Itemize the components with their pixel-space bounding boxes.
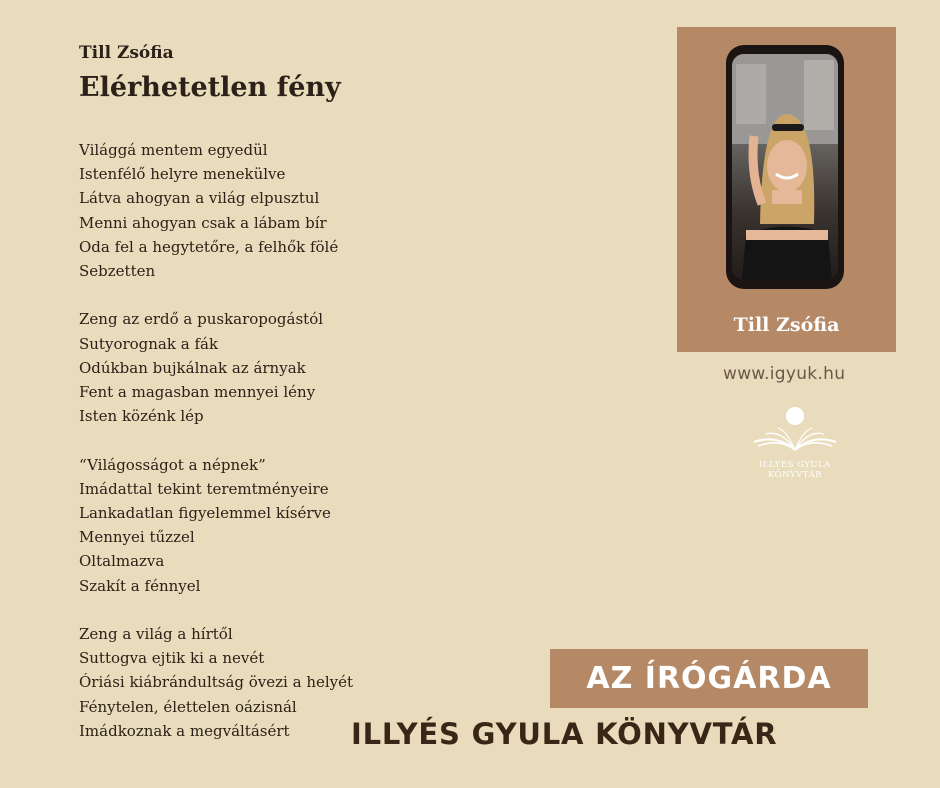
poem-line: “Világosságot a népnek” [79,455,266,474]
card-author-name: Till Zsófia [733,314,840,336]
logo-text-line2: KÖNYVTÁR [767,470,823,480]
library-name: ILLYÉS GYULA KÖNYVTÁR [351,717,778,751]
poem-line: Oda fel a hegytetőre, a felhők fölé [79,237,339,256]
portrait-illustration [732,54,838,280]
poem-line: Sutyorognak a fák [79,334,219,353]
poem-line: Odúkban bujkálnak az árnyak [79,358,306,377]
stanza-1 [79,138,353,283]
book-sun-icon [752,406,838,456]
stanza-3 [79,453,353,598]
poem-line: Imádkoznak a megváltásért [79,721,290,740]
author-card [677,27,896,352]
banner-label: AZ ÍRÓGÁRDA [586,661,832,696]
poem-line: Oltalmazva [79,552,165,571]
poem-author: Till Zsófia [79,43,174,63]
phone-notch [764,48,806,54]
poem-line: Óriási kiábrándultság övezi a helyét [79,673,354,692]
poem-line: Fénytelen, élettelen oázisnál [79,697,297,716]
library-logo [752,406,838,480]
poem-body [79,138,353,767]
poem-line: Istenfélő helyre menekülve [79,165,286,184]
poem-line: Szakít a fénnyel [79,576,201,595]
poem-line: Zeng az erdő a puskaropogástól [79,310,324,329]
stanza-2 [79,307,353,428]
poem-line: Imádattal tekint teremtményeire [79,479,329,498]
poem-line: Mennyei tűzzel [79,528,195,547]
poem-line: Zeng a világ a hírtől [79,625,233,644]
stanza-4 [79,622,353,743]
author-photo [732,54,838,280]
poem-line: Látva ahogyan a világ elpusztul [79,189,320,208]
irogarda-banner [550,649,868,708]
website-link[interactable]: www.igyuk.hu [723,364,846,384]
poem-line: Menni ahogyan csak a lábam bír [79,213,327,232]
poem-line: Fent a magasban mennyei lény [79,383,316,402]
poem-title: Elérhetetlen fény [79,72,341,103]
poem-line: Isten közénk lép [79,407,204,426]
poem-line: Suttogva ejtik ki a nevét [79,649,265,668]
poem-line: Lankadatlan figyelemmel kísérve [79,504,331,523]
poem-line: Világgá mentem egyedül [79,141,268,159]
logo-text-line1: ILLYÉS GYULA [759,460,831,470]
poem-line: Sebzetten [79,262,156,281]
phone-frame [726,45,844,289]
